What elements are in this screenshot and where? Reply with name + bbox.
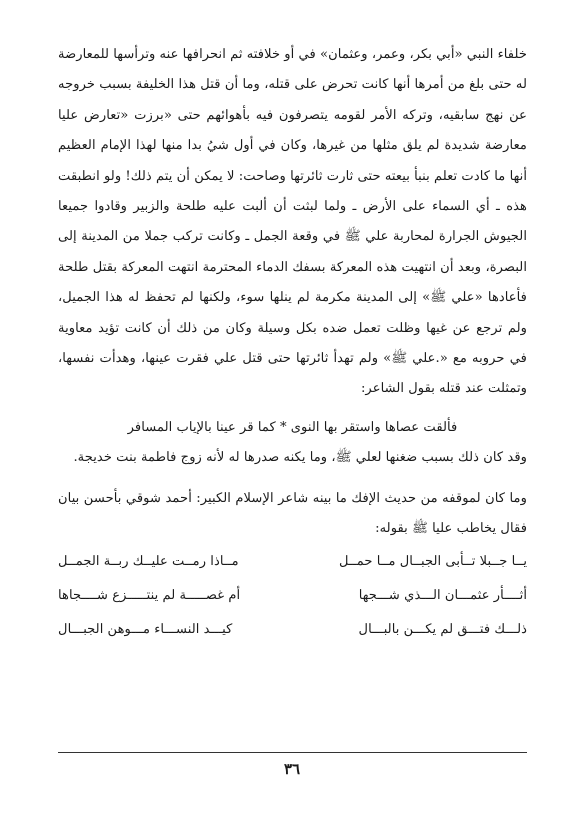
poem-hemistich-left: أم غصـــــة لم ينتـــــزع شــــجاها [58, 587, 241, 603]
poem-hemistich-left: مــاذا رمــت عليــك ربــة الجمــل [58, 553, 239, 569]
poem-line [58, 615, 527, 645]
paragraph-1-text: خلفاء النبي «أبي بكر، وعمر، وعثمان» في أو خلافته ثم انحرافها عنه وترأسها للمعارضة له حتى بلغ من أمرها أنها كانت تحرض على قتله، وما أن قتل هذا الخليفة بسبب خروجه عن نهج سابقيه، وتركه الأمر لقومه يتصرفون فيه بأهوائهم حتى «برزت «تعارض عليا معارضة شديدة لم يلق مثلها من غيرها، وكان في أول شيُ بدا منها لهذا الإمام العظيم أنها ما كادت تعلم بنبأ بيعته حتى ثارت ثائرتها وصاحت: لا يمكن أن يتم ذلك! ولو انطبقت هذه ـ أي السماء على الأرض ـ ولما لبثت أن ألبت عليه طلحة والزبير وقادوا جميعا الجيوش الجرارة لمحاربة علي ﷺ في وقعة الجمل ـ وكانت تركب جملا من المدينة إلى البصرة، وبعد أن انتهيت هذه المعركة بسفك الدماء المحترمة انتهت المعركة بقتل طلحة فأعادها «علي ﷺ» إلى المدينة مكرمة لم ينلها سوء، ولكنها لم تحفظ له هذا الجميل، ولم ترجع عن غيها وظلت تعمل ضده بكل وسيلة وكان من ذلك أن كانت تؤيد معاوية في حروبه مع «.علي ﷺ» ولم تهدأ ثائرتها حتى قتل علي فقرت عينها، وهدأت نفسها، وتمثلت عند قتله بقول الشاعر: [58, 47, 527, 397]
poem-hemistich-left: كيـــد النســـاء مـــوهن الجبـــال [58, 622, 233, 638]
paragraph-3-text: وما كان لموقفه من حديث الإفك ما بينه شاعر الإسلام الكبير: أحمد شوقي بأحسن بيان فقال يخاطب عليا ﷺ بقوله: [58, 490, 527, 537]
poem-line [58, 547, 527, 577]
paragraph-gap [58, 474, 527, 484]
page-number: ٣٦ [283, 760, 301, 778]
paragraph-3 [58, 484, 527, 545]
footer-rule [58, 752, 527, 753]
page-body [58, 40, 527, 650]
poem [58, 547, 527, 646]
quoted-verse: فألقت عصاها واستقر بها النوى * كما قر عينا بالإياب المسافر [127, 419, 458, 435]
paragraph-2-text: وقد كان ذلك بسبب ضغنها لعلي ﷺ، وما يكنه صدرها له لأنه زوج فاطمة بنت خديجة. [73, 450, 527, 466]
poem-line [58, 581, 527, 611]
poem-hemistich-right: يــا جــبلا تــأبى الجبــال مــا حمــل [339, 553, 527, 569]
paragraph-2 [58, 443, 527, 473]
poem-hemistich-right: ذلـــك فتـــق لم يكـــن بالبـــال [358, 622, 527, 638]
poem-hemistich-right: أثــــأر عثمـــان الـــذي شـــجها [358, 587, 527, 603]
paragraph-1 [58, 40, 527, 405]
